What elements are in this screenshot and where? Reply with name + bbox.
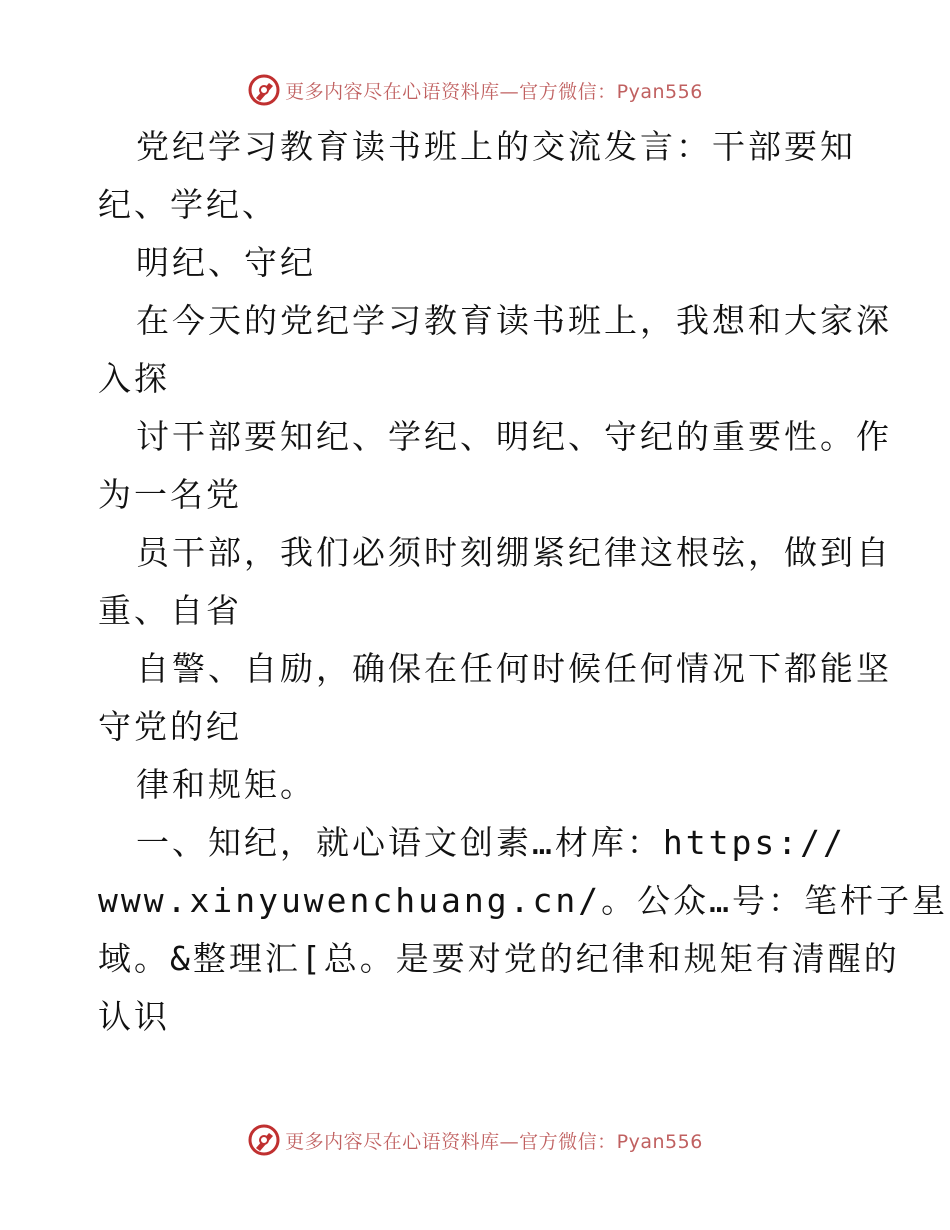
text-line: 党纪学习教育读书班上的交流发言：干部要知 [136, 127, 856, 166]
text-line: www.xinyuwenchuang.cn/。公众…号：笔杆子星 [98, 881, 948, 920]
text-line: 律和规矩。 [136, 765, 316, 804]
text-line: 认识 [98, 997, 170, 1036]
pen-circle-logo-icon [247, 1123, 281, 1157]
text-line: 明纪、守纪 [136, 243, 316, 282]
text-line: 为一名党 [98, 475, 242, 514]
header-banner [0, 70, 950, 110]
text-line: 员干部，我们必须时刻绷紧纪律这根弦，做到自 [136, 533, 892, 572]
text-line: 在今天的党纪学习教育读书班上，我想和大家深 [136, 301, 892, 340]
text-line: 域。&整理汇[总。是要对党的纪律和规矩有清醒的 [98, 939, 900, 978]
text-line: 讨干部要知纪、学纪、明纪、守纪的重要性。作 [136, 417, 892, 456]
text-line: 自警、自励，确保在任何时候任何情况下都能坚 [136, 649, 892, 688]
text-line: 一、知纪，就心语文创素…材库：https:// [136, 823, 846, 862]
footer-banner [0, 1120, 950, 1160]
text-line: 守党的纪 [98, 707, 242, 746]
banner-slogan: 更多内容尽在心语资料库—官方微信：Pyan556 [285, 80, 703, 103]
text-line: 重、自省 [98, 591, 242, 630]
text-line: 入探 [98, 359, 170, 398]
text-line: 纪、学纪、 [98, 185, 278, 224]
document-body [98, 118, 948, 1046]
pen-circle-logo-icon [247, 73, 281, 107]
banner-slogan: 更多内容尽在心语资料库—官方微信：Pyan556 [285, 1130, 703, 1153]
